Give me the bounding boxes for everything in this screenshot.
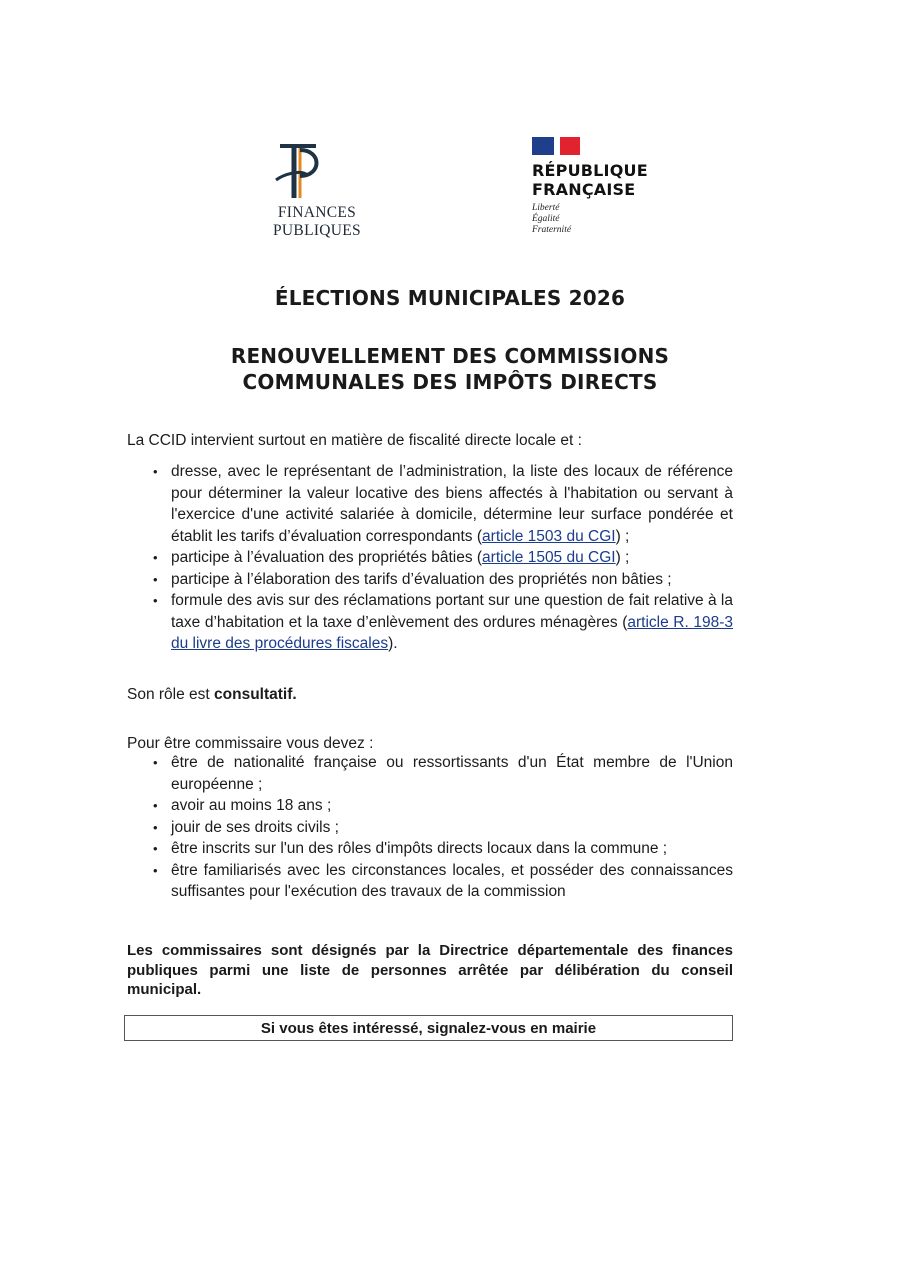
item-text: avoir au moins 18 ans ; xyxy=(171,797,332,814)
motto-fraternite: Fraternité xyxy=(532,225,572,235)
motto-liberte: Liberté xyxy=(532,203,560,213)
finances-publiques-emblem-icon xyxy=(266,140,326,202)
bullet-icon: • xyxy=(153,571,158,587)
item-text: dresse, avec le représentant de l’administration, la liste des locaux de référence pour déterminer la valeur locative des biens affectés à l'habitation ou servant à l'exercice d'une activité salariée à domicile, détermine leur surface pondérée et établit les tarifs d’évaluation correspondants ( xyxy=(171,463,733,545)
designation-paragraph: Les commissaires sont désignés par la Directrice départementale des finances publiques parmi une liste de personnes arrêtée par délibération du conseil municipal. xyxy=(127,942,733,998)
rf-title-line2: FRANÇAISE xyxy=(532,180,636,199)
item-text: être familiarisés avec les circonstances locales, et posséder des connaissances suffisantes pour l'exécution des travaux de la commission xyxy=(171,861,733,900)
republique-francaise-title xyxy=(532,161,692,199)
list-item xyxy=(127,590,733,655)
republique-motto xyxy=(532,203,692,236)
list-item xyxy=(127,569,733,591)
page-title: ÉLECTIONS MUNICIPALES 2026 xyxy=(274,286,626,310)
list-item xyxy=(127,817,733,839)
bullet-icon: • xyxy=(153,593,158,608)
role-value: consultatif. xyxy=(214,686,297,703)
list-item xyxy=(127,547,733,569)
item-suffix: ). xyxy=(388,635,398,652)
bullet-icon: • xyxy=(153,798,158,813)
call-to-action-text: Si vous êtes intéressé, signalez-vous en mairie xyxy=(260,1019,597,1037)
item-text: formule des avis sur des réclamations portant sur une question de fait relative à la taxe d’habitation et la taxe d’enlèvement des ordures ménagères ( xyxy=(171,592,733,631)
bullet-icon: • xyxy=(153,862,158,878)
bullet-icon: • xyxy=(153,755,158,770)
ccid-missions-list xyxy=(127,461,733,655)
ccid-intro: La CCID intervient surtout en matière de fiscalité directe locale et : xyxy=(127,432,582,449)
eligibility-list xyxy=(127,752,733,903)
french-flag-icon xyxy=(532,137,580,155)
item-suffix: ) ; xyxy=(615,549,630,566)
link-article-1503-cgi[interactable]: article 1503 du CGI xyxy=(482,527,616,545)
item-text: jouir de ses droits civils ; xyxy=(171,818,339,836)
item-text: être inscrits sur l'un des rôles d'impôts directs locaux dans la commune ; xyxy=(171,840,668,857)
item-text: participe à l’évaluation des propriétés bâties ( xyxy=(171,549,483,566)
page-subtitle xyxy=(0,343,900,395)
rf-title-line1: RÉPUBLIQUE xyxy=(532,161,648,180)
list-item xyxy=(127,752,733,795)
call-to-action-box xyxy=(124,1015,733,1041)
bullet-icon: • xyxy=(153,464,158,479)
role-statement xyxy=(127,684,733,706)
finances-publiques-logo xyxy=(232,140,402,239)
list-item xyxy=(127,795,733,817)
list-item xyxy=(127,860,733,903)
list-item xyxy=(127,461,733,547)
eligibility-intro: Pour être commissaire vous devez : xyxy=(127,735,374,752)
subtitle-line1: RENOUVELLEMENT DES COMMISSIONS xyxy=(230,344,670,368)
republique-francaise-logo xyxy=(532,137,692,236)
link-article-r198-3-lpf[interactable]: article R. 198-3 du livre des procédures fiscales xyxy=(171,613,733,652)
item-text: participe à l’élaboration des tarifs d’évaluation des propriétés non bâties ; xyxy=(171,570,672,588)
subtitle-line2: COMMUNALES DES IMPÔTS DIRECTS xyxy=(242,370,658,394)
bullet-icon: • xyxy=(153,819,158,835)
item-suffix: ) ; xyxy=(615,527,630,545)
finances-publiques-label: FINANCES PUBLIQUES xyxy=(273,204,361,239)
bullet-icon: • xyxy=(153,550,158,565)
link-article-1505-cgi[interactable]: article 1505 du CGI xyxy=(482,549,616,566)
motto-egalite: Égalité xyxy=(532,214,560,224)
item-text: être de nationalité française ou ressortissants d'un État membre de l'Union européenne ; xyxy=(171,754,733,793)
bullet-icon: • xyxy=(153,841,158,856)
role-prefix: Son rôle est xyxy=(127,686,215,703)
list-item xyxy=(127,838,733,860)
